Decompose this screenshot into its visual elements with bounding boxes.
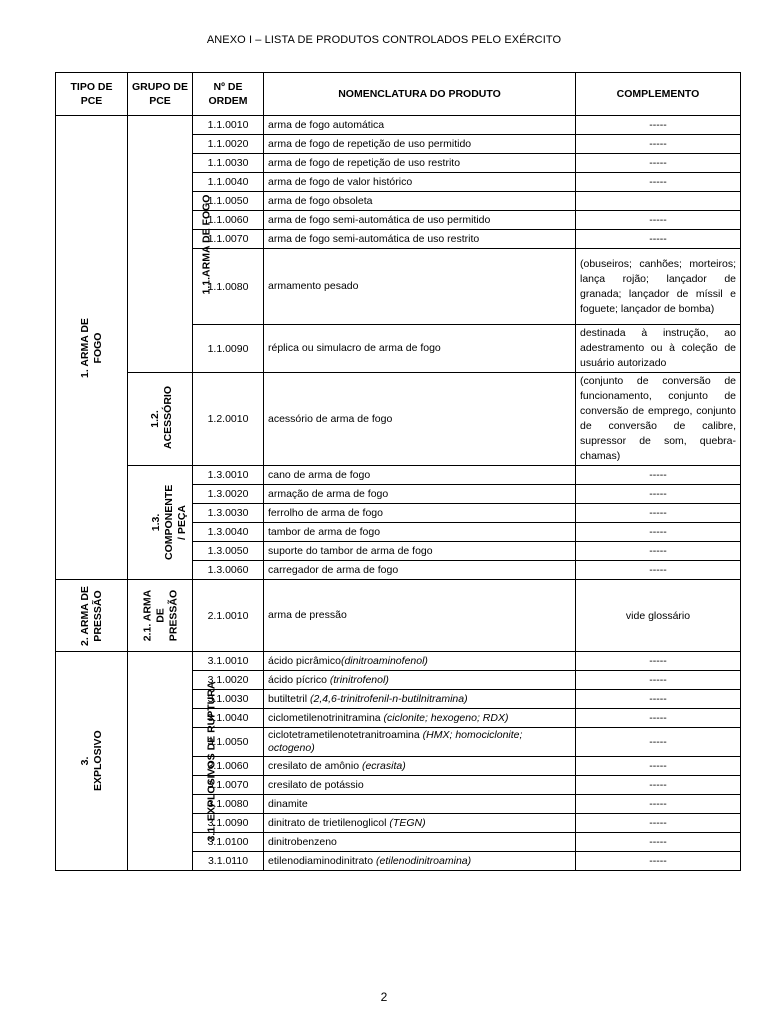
complemento-cell: ----- (576, 154, 741, 173)
table-row (56, 466, 741, 485)
nomenclatura-cell (264, 154, 576, 173)
header-tipo: TIPO DE PCE (56, 73, 128, 116)
nomenclatura-cell (264, 709, 576, 728)
nomenclatura-text: arma de fogo automática (268, 118, 385, 131)
complemento-cell: ----- (576, 466, 741, 485)
ordem-cell: 1.1.0010 (193, 116, 264, 135)
nomenclatura-cell (264, 652, 576, 671)
nomenclatura-cell (264, 135, 576, 154)
nomenclatura-cell (264, 814, 576, 833)
complemento-cell: ----- (576, 523, 741, 542)
tipo-pce-cell (56, 580, 128, 652)
nomenclatura-text: arma de fogo semi-automática de uso permitido (268, 213, 491, 226)
nomenclatura-cell (264, 542, 576, 561)
nomenclatura-cell (264, 230, 576, 249)
ordem-cell: 1.3.0010 (193, 466, 264, 485)
complemento-cell: ----- (576, 814, 741, 833)
ordem-cell: 1.3.0020 (193, 485, 264, 504)
grupo-pce-cell (128, 652, 218, 871)
pce-table (55, 72, 741, 871)
table-header-row (56, 73, 741, 116)
nomenclatura-cell (264, 833, 576, 852)
complemento-cell: ----- (576, 116, 741, 135)
complemento-cell: ----- (576, 671, 741, 690)
nomenclatura-cell (264, 561, 576, 580)
grupo-pce-label: 2.1. ARMA DE PRESSÃO (141, 589, 180, 642)
ordem-cell: 1.1.0030 (193, 154, 264, 173)
nomenclatura-text: suporte do tambor de arma de fogo (268, 544, 433, 557)
nomenclatura-text: réplica ou simulacro de arma de fogo (268, 342, 441, 354)
complemento-cell: ----- (576, 230, 741, 249)
nomenclatura-text: arma de fogo obsoleta (268, 194, 373, 207)
nomenclatura-synonym: (2,4,6-trinitrofenil-n-butilnitramina) (310, 692, 468, 705)
nomenclatura-cell (264, 795, 576, 814)
tipo-pce-label: 1. ARMA DE FOGO (78, 317, 104, 378)
nomenclatura-text: acessório de arma de fogo (268, 412, 393, 425)
nomenclatura-text: dinitrobenzeno (268, 835, 337, 848)
ordem-cell: 1.3.0040 (193, 523, 264, 542)
nomenclatura-text: carregador de arma de fogo (268, 563, 399, 576)
nomenclatura-text: dinitrato de trietilenoglicol (268, 816, 390, 829)
grupo-pce-label: 1.1.ARMA DE FOGO (200, 194, 213, 294)
nomenclatura-cell (264, 173, 576, 192)
complemento-cell: ----- (576, 757, 741, 776)
nomenclatura-text: armação de arma de fogo (268, 487, 389, 500)
nomenclatura-cell (264, 852, 576, 871)
complemento-cell: ----- (576, 173, 741, 192)
ordem-cell: 3.1.0090 (193, 814, 264, 833)
nomenclatura-text: arma de pressão (268, 609, 347, 621)
nomenclatura-text: ácido pícrico (268, 673, 330, 686)
nomenclatura-cell (264, 485, 576, 504)
nomenclatura-cell (264, 116, 576, 135)
nomenclatura-cell (264, 192, 576, 211)
nomenclatura-text: armamento pesado (268, 280, 359, 292)
nomenclatura-text: ciclotetrametilenotetranitroamina (268, 729, 423, 741)
grupo-pce-cell (128, 466, 193, 580)
ordem-cell: 3.1.0040 (193, 709, 264, 728)
grupo-pce-cell (128, 116, 213, 373)
table-row (56, 373, 741, 466)
nomenclatura-cell (264, 466, 576, 485)
nomenclatura-cell (264, 690, 576, 709)
ordem-cell: 1.3.0030 (193, 504, 264, 523)
grupo-pce-label: 1.2. ACESSÓRIO (149, 385, 174, 449)
nomenclatura-text: cano de arma de fogo (268, 468, 371, 481)
ordem-cell: 1.1.0090 (193, 325, 264, 373)
nomenclatura-cell (264, 671, 576, 690)
nomenclatura-cell (264, 728, 576, 757)
complemento-cell: ----- (576, 561, 741, 580)
nomenclatura-text: arma de fogo de repetição de uso permitido (268, 137, 472, 150)
table-row (56, 116, 741, 135)
nomenclatura-text: ácido picrâmico (268, 654, 341, 667)
nomenclatura-cell (264, 757, 576, 776)
tipo-pce-label: 2. ARMA DE PRESSÃO (78, 585, 104, 646)
nomenclatura-cell (264, 776, 576, 795)
complemento-cell: ----- (576, 504, 741, 523)
ordem-cell: 3.1.0010 (193, 652, 264, 671)
ordem-cell: 1.1.0070 (193, 230, 264, 249)
tipo-pce-label: 3. EXPLOSIVO (78, 730, 104, 791)
ordem-cell: 3.1.0030 (193, 690, 264, 709)
ordem-cell: 3.1.0110 (193, 852, 264, 871)
ordem-cell: 3.1.0060 (193, 757, 264, 776)
complemento-cell: ----- (576, 652, 741, 671)
complemento-cell: ----- (576, 542, 741, 561)
document-title: ANEXO I – LISTA DE PRODUTOS CONTROLADOS PELO EXÉRCITO (206, 34, 562, 46)
ordem-cell: 3.1.0020 (193, 671, 264, 690)
complemento-cell (576, 192, 741, 211)
ordem-cell: 1.1.0040 (193, 173, 264, 192)
complemento-cell: vide glossário (576, 580, 741, 652)
ordem-cell: 1.1.0080 (193, 249, 264, 325)
nomenclatura-text: butiltetril (268, 692, 311, 705)
complemento-cell: ----- (576, 690, 741, 709)
nomenclatura-synonym: (TEGN) (389, 816, 426, 829)
nomenclatura-text: cresilato de amônio (268, 759, 362, 772)
ordem-cell: 1.1.0050 (193, 192, 264, 211)
nomenclatura-synonym: (trinitrofenol) (329, 673, 389, 686)
nomenclatura-synonym: (dinitroaminofenol) (340, 654, 428, 667)
nomenclatura-cell (264, 249, 576, 325)
complemento-cell: destinada à instrução, ao adestramento ou à coleção de usuário autorizado (576, 325, 741, 373)
header-ordem: Nº DE ORDEM (193, 73, 264, 116)
grupo-pce-label: 3.1. EXPLOSIVOS DE RUPTURA (205, 681, 218, 841)
complemento-cell: ----- (576, 852, 741, 871)
complemento-cell: ----- (576, 211, 741, 230)
header-grupo: GRUPO DE PCE (128, 73, 193, 116)
complemento-cell: ----- (576, 833, 741, 852)
nomenclatura-cell (264, 523, 576, 542)
complemento-cell: ----- (576, 776, 741, 795)
grupo-pce-cell (128, 373, 193, 466)
nomenclatura-text: arma de fogo semi-automática de uso restrito (268, 232, 480, 245)
nomenclatura-text: arma de fogo de valor histórico (268, 175, 413, 188)
ordem-cell: 3.1.0100 (193, 833, 264, 852)
grupo-pce-label: 1.3. COMPONENTE / PEÇA (150, 484, 188, 560)
tipo-pce-cell (56, 116, 128, 580)
nomenclatura-synonym: (ciclonite; hexogeno; RDX) (383, 711, 509, 724)
complemento-cell: ----- (576, 485, 741, 504)
ordem-cell: 3.1.0050 (193, 728, 264, 757)
nomenclatura-synonym: (ecrasita) (361, 759, 406, 772)
complemento-cell: ----- (576, 795, 741, 814)
nomenclatura-text: dinamite (268, 797, 308, 810)
ordem-cell: 1.3.0060 (193, 561, 264, 580)
nomenclatura-cell (264, 373, 576, 466)
ordem-cell: 1.1.0020 (193, 135, 264, 154)
ordem-cell: 1.1.0060 (193, 211, 264, 230)
ordem-cell: 1.3.0050 (193, 542, 264, 561)
nomenclatura-cell (264, 325, 576, 373)
nomenclatura-text: tambor de arma de fogo (268, 525, 381, 538)
tipo-pce-cell (56, 652, 128, 871)
page-number: 2 (380, 990, 388, 1004)
header-complemento: COMPLEMENTO (576, 73, 741, 116)
table-row (56, 652, 741, 671)
table-row (56, 580, 741, 652)
table-body (56, 116, 741, 871)
nomenclatura-text: arma de fogo de repetição de uso restrito (268, 156, 461, 169)
ordem-cell: 3.1.0080 (193, 795, 264, 814)
nomenclatura-text: ferrolho de arma de fogo (268, 506, 383, 519)
nomenclatura-cell (264, 504, 576, 523)
ordem-cell: 3.1.0070 (193, 776, 264, 795)
nomenclatura-text: ciclometilenotrinitramina (268, 711, 384, 724)
complemento-cell: ----- (576, 135, 741, 154)
nomenclatura-text: etilenodiaminodinitrato (268, 854, 376, 867)
complemento-cell: (obuseiros; canhões; morteiros; lança rojão; lançador de granada; lançador de míssil e foguete; lançador de bomba) (576, 249, 741, 325)
nomenclatura-synonym: (HMX; homociclonite; octogeno) (268, 729, 523, 754)
complemento-cell: ----- (576, 728, 741, 757)
nomenclatura-text: cresilato de potássio (268, 778, 364, 791)
complemento-cell: ----- (576, 709, 741, 728)
nomenclatura-synonym: (etilenodinitroamina) (375, 854, 472, 867)
ordem-cell: 2.1.0010 (193, 580, 264, 652)
ordem-cell: 1.2.0010 (193, 373, 264, 466)
complemento-cell: (conjunto de conversão de funcionamento, conjunto de conversão de emprego, conjunto de conversão de calibre, supressor de som, quebra-chamas) (576, 373, 741, 466)
grupo-pce-cell (128, 580, 193, 652)
nomenclatura-cell (264, 580, 576, 652)
nomenclatura-cell (264, 211, 576, 230)
header-nomenclatura: NOMENCLATURA DO PRODUTO (264, 73, 576, 116)
